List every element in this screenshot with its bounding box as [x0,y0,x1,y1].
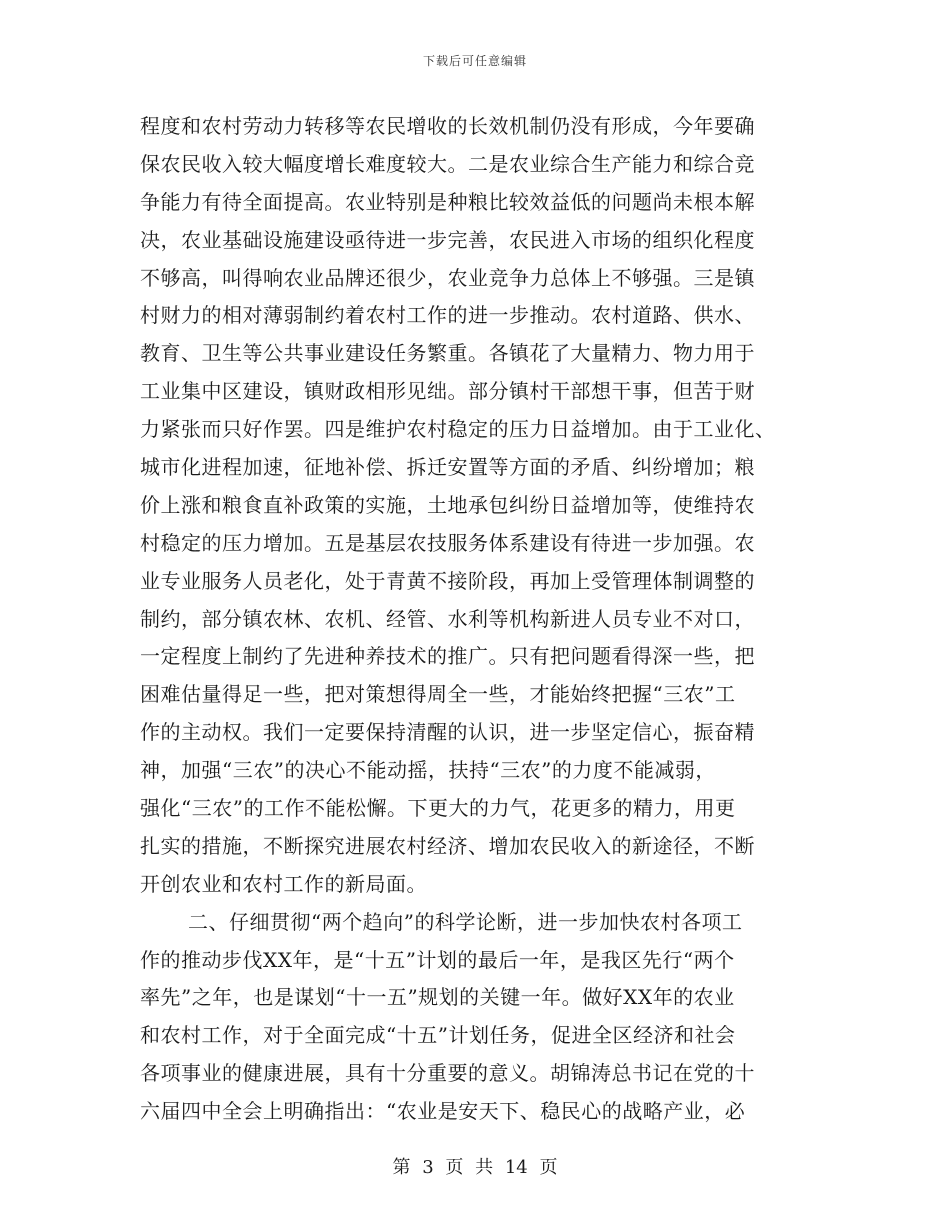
text-line: 决，农业基础设施建设亟待进一步完善，农民进入市场的组织化程度 [140,227,755,252]
text-line: 和农村工作，对于全面完成“十五”计划任务，促进全区经济和社会 [140,1023,736,1048]
text-line: 保农民收入较大幅度增长难度较大。二是农业综合生产能力和综合竞 [140,151,755,176]
text-line: 不够高，叫得响农业品牌还很少，农业竞争力总体上不够强。三是镇 [140,265,755,290]
text-line: 开创农业和农村工作的新局面。 [140,871,427,896]
text-line: 教育、卫生等公共事业建设任务繁重。各镇花了大量精力、物力用于 [140,341,755,366]
text-line: 工业集中区建设，镇财政相形见绌。部分镇村干部想干事，但苦于财 [140,379,755,404]
text-line: 各项事业的健康进展，具有十分重要的意义。胡锦涛总书记在党的十 [140,1061,755,1086]
text-line: 神，加强“三农”的决心不能动摇，扶持“三农”的力度不能减弱， [140,758,716,783]
text-line: 困难估量得足一些，把对策想得周全一些，才能始终把握“三农”工 [140,682,736,707]
text-line: 价上涨和粮食直补政策的实施，土地承包纠纷日益增加等，使维持农 [140,492,755,517]
text-line: 制约，部分镇农林、农机、经管、水利等机构新进人员专业不对口， [140,606,755,631]
text-line: 城市化进程加速，征地补偿、拆迁安置等方面的矛盾、纠纷增加；粮 [140,455,755,480]
page-header: 下载后可任意编辑 [422,54,527,68]
document-body [140,108,805,1131]
text-line: 率先”之年，也是谋划“十一五”规划的关键一年。做好XX年的农业 [140,985,735,1010]
text-line: 力紧张而只好作罢。四是维护农村稳定的压力日益增加。由于工业化、 [140,417,776,442]
text-line: 争能力有待全面提高。农业特别是种粮比较效益低的问题尚未根本解 [140,189,755,214]
text-line: 作的主动权。我们一定要保持清醒的认识，进一步坚定信心，振奋精 [140,720,755,745]
text-line: 扎实的措施，不断探究进展农村经济、增加农民收入的新途径，不断 [140,833,755,858]
text-line: 强化“三农”的工作不能松懈。下更大的力气，花更多的精力，用更 [140,796,736,821]
text-line: 一定程度上制约了先进种养技术的推广。只有把问题看得深一些，把 [140,644,755,669]
page-number-footer: 第 3 页 共 14 页 [392,1157,558,1178]
text-line: 程度和农村劳动力转移等农民增收的长效机制仍没有形成，今年要确 [140,114,755,138]
text-line: 作的推动步伐XX年，是“十五”计划的最后一年，是我区先行“两个 [140,947,735,972]
text-line: 六届四中全会上明确指出：“农业是安天下、稳民心的战略产业，必 [140,1099,746,1124]
text-line: 村稳定的压力增加。五是基层农技服务体系建设有待进一步加强。农 [140,530,755,555]
text-line: 业专业服务人员老化，处于青黄不接阶段，再加上受管理体制调整的 [140,568,755,593]
paragraph-start-line: 二、仔细贯彻“两个趋向”的科学论断，进一步加快农村各项工 [188,909,743,934]
text-line: 村财力的相对薄弱制约着农村工作的进一步推动。农村道路、供水、 [140,303,755,328]
